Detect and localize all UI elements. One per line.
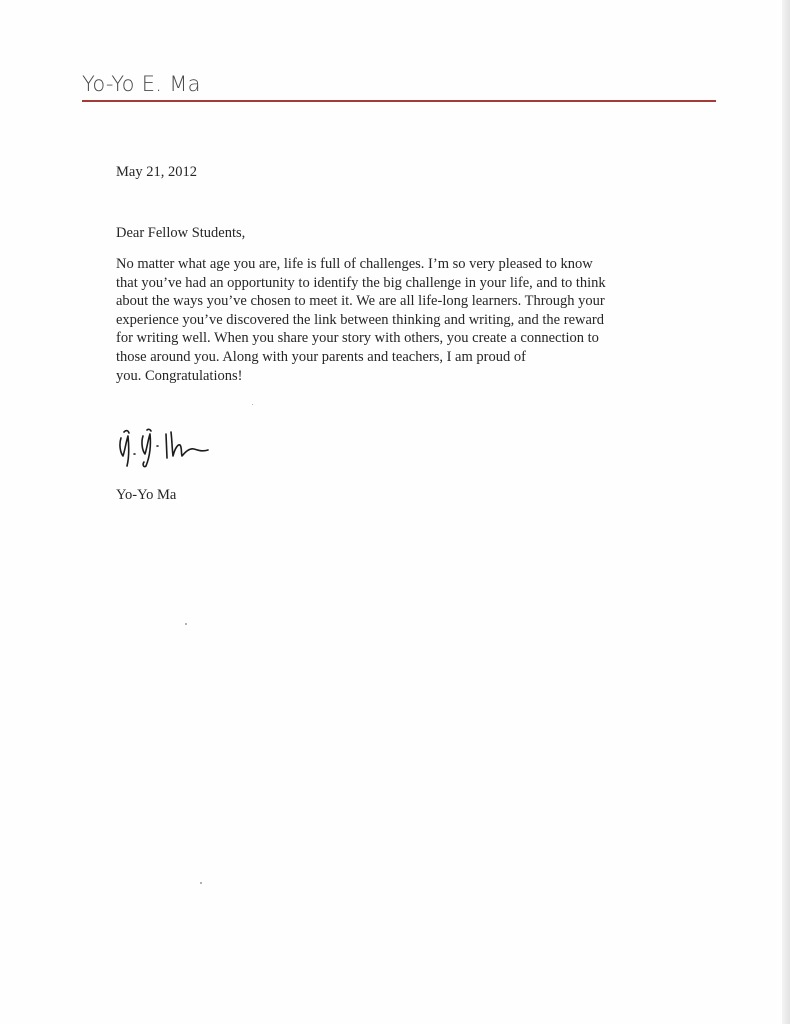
signature-icon <box>116 424 226 468</box>
scan-speck <box>185 623 187 625</box>
letter-date: May 21, 2012 <box>116 164 197 180</box>
body-line: that you’ve had an opportunity to identify the big challenge in your life, and to think <box>116 274 606 291</box>
page-edge-shadow <box>782 0 790 1024</box>
salutation: Dear Fellow Students, <box>116 225 246 241</box>
signer-name: Yo-Yo Ma <box>116 487 177 503</box>
body-line: those around you. Along with your parents and teachers, I am proud of <box>116 348 526 365</box>
body-line: No matter what age you are, life is full of challenges. I’m so very pleased to know <box>116 256 593 272</box>
letter-body <box>116 255 676 385</box>
body-line: for writing well. When you share your story with others, you create a connection to <box>116 330 599 347</box>
body-line: you. Congratulations! <box>116 367 243 384</box>
body-line: about the ways you’ve chosen to meet it. We are all life-long learners. Through your <box>116 293 605 310</box>
letterhead-rule <box>82 100 716 102</box>
letterhead-name: Yo-Yo E. Ma <box>82 72 201 96</box>
scan-speck <box>200 882 202 884</box>
scan-speck <box>252 404 253 405</box>
body-line: experience you’ve discovered the link between thinking and writing, and the reward <box>116 311 604 328</box>
